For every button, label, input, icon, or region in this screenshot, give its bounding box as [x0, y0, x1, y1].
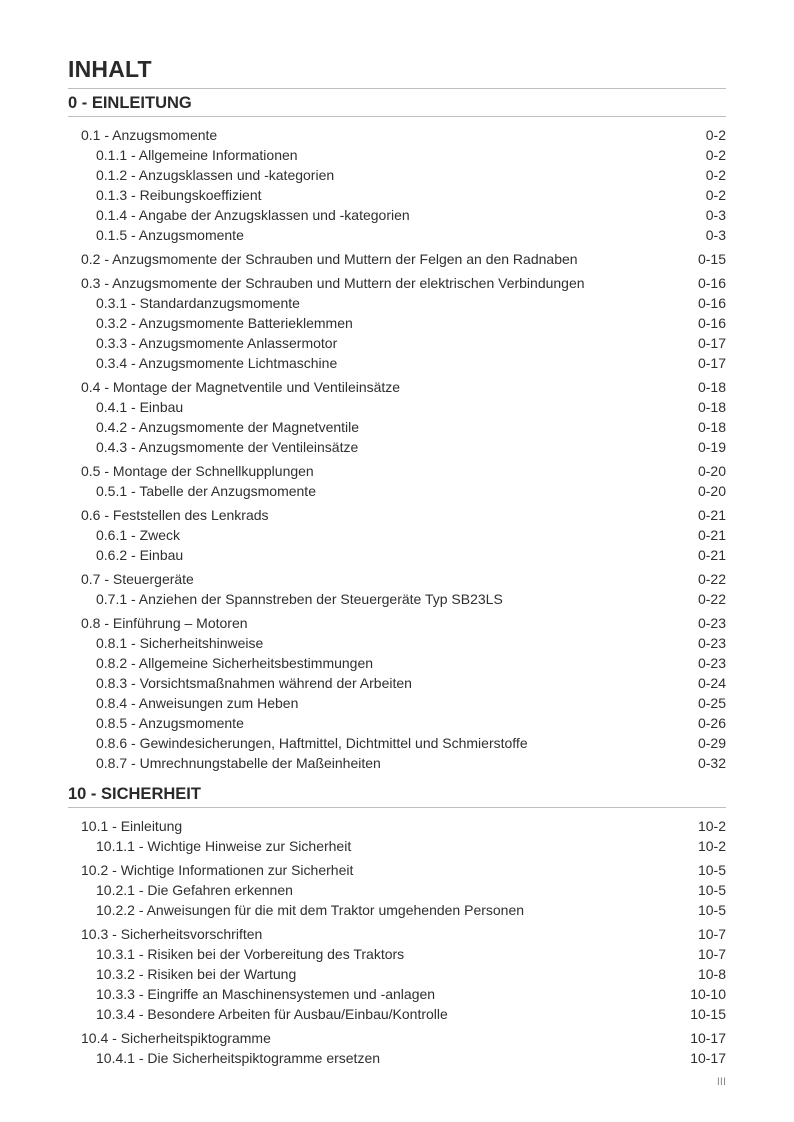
entry-page-number: 10-15: [690, 1006, 726, 1022]
entry-page-number: 10-17: [690, 1030, 726, 1046]
entry-page-number: 0-16: [697, 275, 726, 291]
entry-label: 0.8.5 - Anzugsmomente: [96, 715, 244, 731]
entry-label: 10.4.1 - Die Sicherheitspiktogramme ersetzen: [96, 1050, 381, 1066]
toc-subentry[interactable]: [0, 653, 794, 673]
entry-label: 0.3.1 - Standardanzugsmomente: [96, 295, 300, 311]
entry-page-number: 0-17: [697, 355, 726, 371]
toc-subentry[interactable]: [0, 713, 794, 733]
chapter-heading[interactable]: 0 - EINLEITUNG: [68, 94, 192, 112]
entry-page-number: 0-16: [697, 315, 726, 331]
toc-subentry[interactable]: [0, 481, 794, 501]
toc-entry[interactable]: [0, 816, 794, 836]
entry-page-number: 10-8: [697, 966, 726, 982]
entry-label: 0.4.1 - Einbau: [96, 399, 184, 415]
entry-page-number: 0-2: [705, 187, 726, 203]
page-number: III: [716, 1076, 726, 1088]
toc-subentry[interactable]: [0, 437, 794, 457]
toc-section: [0, 377, 794, 457]
entry-label: 0.8 - Einführung – Motoren: [81, 615, 248, 631]
toc-section: [0, 461, 794, 501]
toc-section: [0, 816, 794, 856]
entry-page-number: 0-21: [697, 527, 726, 543]
toc-entry[interactable]: [0, 569, 794, 589]
toc-entry[interactable]: [0, 1028, 794, 1048]
toc-entry[interactable]: [0, 125, 794, 145]
toc-subentry[interactable]: [0, 964, 794, 984]
entry-page-number: 0-2: [705, 127, 726, 143]
entry-label: 0.5.1 - Tabelle der Anzugsmomente: [96, 483, 316, 499]
entry-page-number: 0-23: [697, 615, 726, 631]
entry-page-number: 0-17: [697, 335, 726, 351]
entry-label: 10.1 - Einleitung: [81, 818, 183, 834]
toc-subentry[interactable]: [0, 525, 794, 545]
toc-section: [0, 1028, 794, 1068]
entry-page-number: 0-18: [697, 399, 726, 415]
toc-section: [0, 125, 794, 245]
entry-page-number: 0-3: [705, 227, 726, 243]
toc-subentry[interactable]: [0, 1004, 794, 1024]
entry-label: 0.4.3 - Anzugsmomente der Ventileinsätze: [96, 439, 359, 455]
toc-subentry[interactable]: [0, 417, 794, 437]
toc-subentry[interactable]: [0, 633, 794, 653]
toc-subentry[interactable]: [0, 944, 794, 964]
entry-page-number: 0-20: [697, 463, 726, 479]
entry-label: 0.1.4 - Angabe der Anzugsklassen und -kategorien: [96, 207, 410, 223]
entry-page-number: 0-21: [697, 507, 726, 523]
entry-page-number: 0-18: [697, 379, 726, 395]
entry-page-number: 0-29: [697, 735, 726, 751]
title-divider: [68, 88, 726, 89]
toc-subentry[interactable]: [0, 397, 794, 417]
entry-page-number: 0-32: [697, 755, 726, 771]
toc-subentry[interactable]: [0, 205, 794, 225]
toc-section: [0, 569, 794, 609]
chapter: [0, 92, 794, 773]
entry-page-number: 10-17: [690, 1050, 726, 1066]
toc-subentry[interactable]: [0, 353, 794, 373]
toc-section: [0, 613, 794, 773]
entry-page-number: 10-5: [697, 862, 726, 878]
toc-section: [0, 273, 794, 373]
entry-page-number: 0-24: [697, 675, 726, 691]
entry-page-number: 0-21: [697, 547, 726, 563]
toc-section: [0, 860, 794, 920]
entry-page-number: 0-2: [705, 167, 726, 183]
entry-label: 0.7 - Steuergeräte: [81, 571, 194, 587]
toc-entry[interactable]: [0, 924, 794, 944]
entry-label: 0.6.1 - Zweck: [96, 527, 181, 543]
toc-subentry[interactable]: [0, 545, 794, 565]
entry-label: 10.3.1 - Risiken bei der Vorbereitung des Traktors: [96, 946, 405, 962]
toc-subentry[interactable]: [0, 185, 794, 205]
toc-subentry[interactable]: [0, 1048, 794, 1068]
chapter-heading[interactable]: 10 - SICHERHEIT: [68, 785, 201, 803]
entry-page-number: 0-19: [697, 439, 726, 455]
entry-label: 10.3.3 - Eingriffe an Maschinensystemen und -anlagen: [96, 986, 436, 1002]
entry-label: 0.2 - Anzugsmomente der Schrauben und Muttern der Felgen an den Radnaben: [81, 251, 578, 267]
entry-page-number: 0-23: [697, 635, 726, 651]
entry-label: 0.4.2 - Anzugsmomente der Magnetventile: [96, 419, 360, 435]
entry-label: 0.8.6 - Gewindesicherungen, Haftmittel, Dichtmittel und Schmierstoffe: [96, 735, 528, 751]
chapter-divider: [68, 807, 726, 808]
entry-page-number: 0-25: [697, 695, 726, 711]
entry-label: 0.3.2 - Anzugsmomente Batterieklemmen: [96, 315, 353, 331]
entry-page-number: 10-5: [697, 902, 726, 918]
toc-entry[interactable]: [0, 860, 794, 880]
entry-page-number: 10-2: [697, 818, 726, 834]
toc-subentry[interactable]: [0, 165, 794, 185]
entry-label: 0.1 - Anzugsmomente: [81, 127, 218, 143]
entry-page-number: 0-15: [697, 251, 726, 267]
entry-page-number: 10-10: [690, 986, 726, 1002]
toc-subentry[interactable]: [0, 880, 794, 900]
toc-subentry[interactable]: [0, 673, 794, 693]
entry-page-number: 0-22: [697, 591, 726, 607]
entry-label: 0.8.4 - Anweisungen zum Heben: [96, 695, 299, 711]
entry-page-number: 0-20: [697, 483, 726, 499]
toc-section: [0, 505, 794, 565]
entry-label: 0.4 - Montage der Magnetventile und Ventileinsätze: [81, 379, 401, 395]
entry-page-number: 10-5: [697, 882, 726, 898]
entry-label: 0.6 - Feststellen des Lenkrads: [81, 507, 269, 523]
entry-page-number: 10-7: [697, 926, 726, 942]
toc-section: [0, 924, 794, 1024]
toc-entry[interactable]: [0, 273, 794, 293]
page-title: INHALT: [68, 56, 152, 82]
entry-label: 0.8.7 - Umrechnungstabelle der Maßeinheiten: [96, 755, 381, 771]
toc-entry[interactable]: [0, 249, 794, 269]
entry-page-number: 10-7: [697, 946, 726, 962]
entry-label: 0.3.3 - Anzugsmomente Anlassermotor: [96, 335, 338, 351]
toc-subentry[interactable]: [0, 333, 794, 353]
toc-subentry[interactable]: [0, 836, 794, 856]
toc-subentry[interactable]: [0, 733, 794, 753]
entry-label: 10.2 - Wichtige Informationen zur Sicherheit: [81, 862, 354, 878]
table-of-contents: [0, 92, 794, 1078]
entry-label: 10.3 - Sicherheitsvorschriften: [81, 926, 263, 942]
toc-entry[interactable]: [0, 377, 794, 397]
toc-entry[interactable]: [0, 613, 794, 633]
entry-label: 10.1.1 - Wichtige Hinweise zur Sicherheit: [96, 838, 352, 854]
toc-subentry[interactable]: [0, 145, 794, 165]
toc-subentry[interactable]: [0, 693, 794, 713]
entry-page-number: 0-22: [697, 571, 726, 587]
toc-subentry[interactable]: [0, 313, 794, 333]
entry-label: 0.1.3 - Reibungskoeffizient: [96, 187, 262, 203]
entry-label: 0.1.1 - Allgemeine Informationen: [96, 147, 298, 163]
entry-label: 0.7.1 - Anziehen der Spannstreben der Steuergeräte Typ SB23LS: [96, 591, 503, 607]
entry-page-number: 0-18: [697, 419, 726, 435]
entry-label: 0.8.1 - Sicherheitshinweise: [96, 635, 264, 651]
entry-label: 0.1.2 - Anzugsklassen und -kategorien: [96, 167, 335, 183]
toc-entry[interactable]: [0, 505, 794, 525]
entry-page-number: 0-26: [697, 715, 726, 731]
entry-page-number: 0-2: [705, 147, 726, 163]
entry-label: 0.8.3 - Vorsichtsmaßnahmen während der Arbeiten: [96, 675, 412, 691]
toc-subentry[interactable]: [0, 900, 794, 920]
entry-label: 10.3.4 - Besondere Arbeiten für Ausbau/Einbau/Kontrolle: [96, 1006, 448, 1022]
toc-subentry[interactable]: [0, 225, 794, 245]
entry-label: 0.3.4 - Anzugsmomente Lichtmaschine: [96, 355, 338, 371]
entry-label: 10.2.2 - Anweisungen für die mit dem Traktor umgehenden Personen: [96, 902, 525, 918]
entry-label: 0.3 - Anzugsmomente der Schrauben und Muttern der elektrischen Verbindungen: [81, 275, 585, 291]
chapter-divider: [68, 116, 726, 117]
chapter: [0, 783, 794, 1068]
entry-label: 0.8.2 - Allgemeine Sicherheitsbestimmungen: [96, 655, 374, 671]
toc-subentry[interactable]: [0, 753, 794, 773]
entry-label: 0.1.5 - Anzugsmomente: [96, 227, 244, 243]
entry-label: 10.4 - Sicherheitspiktogramme: [81, 1030, 271, 1046]
toc-subentry[interactable]: [0, 589, 794, 609]
entry-label: 10.3.2 - Risiken bei der Wartung: [96, 966, 297, 982]
toc-subentry[interactable]: [0, 984, 794, 1004]
entry-label: 0.6.2 - Einbau: [96, 547, 184, 563]
toc-section: [0, 249, 794, 269]
toc-subentry[interactable]: [0, 293, 794, 313]
toc-entry[interactable]: [0, 461, 794, 481]
entry-page-number: 0-23: [697, 655, 726, 671]
entry-page-number: 0-16: [697, 295, 726, 311]
entry-page-number: 0-3: [705, 207, 726, 223]
entry-label: 0.5 - Montage der Schnellkupplungen: [81, 463, 314, 479]
entry-page-number: 10-2: [697, 838, 726, 854]
entry-label: 10.2.1 - Die Gefahren erkennen: [96, 882, 293, 898]
